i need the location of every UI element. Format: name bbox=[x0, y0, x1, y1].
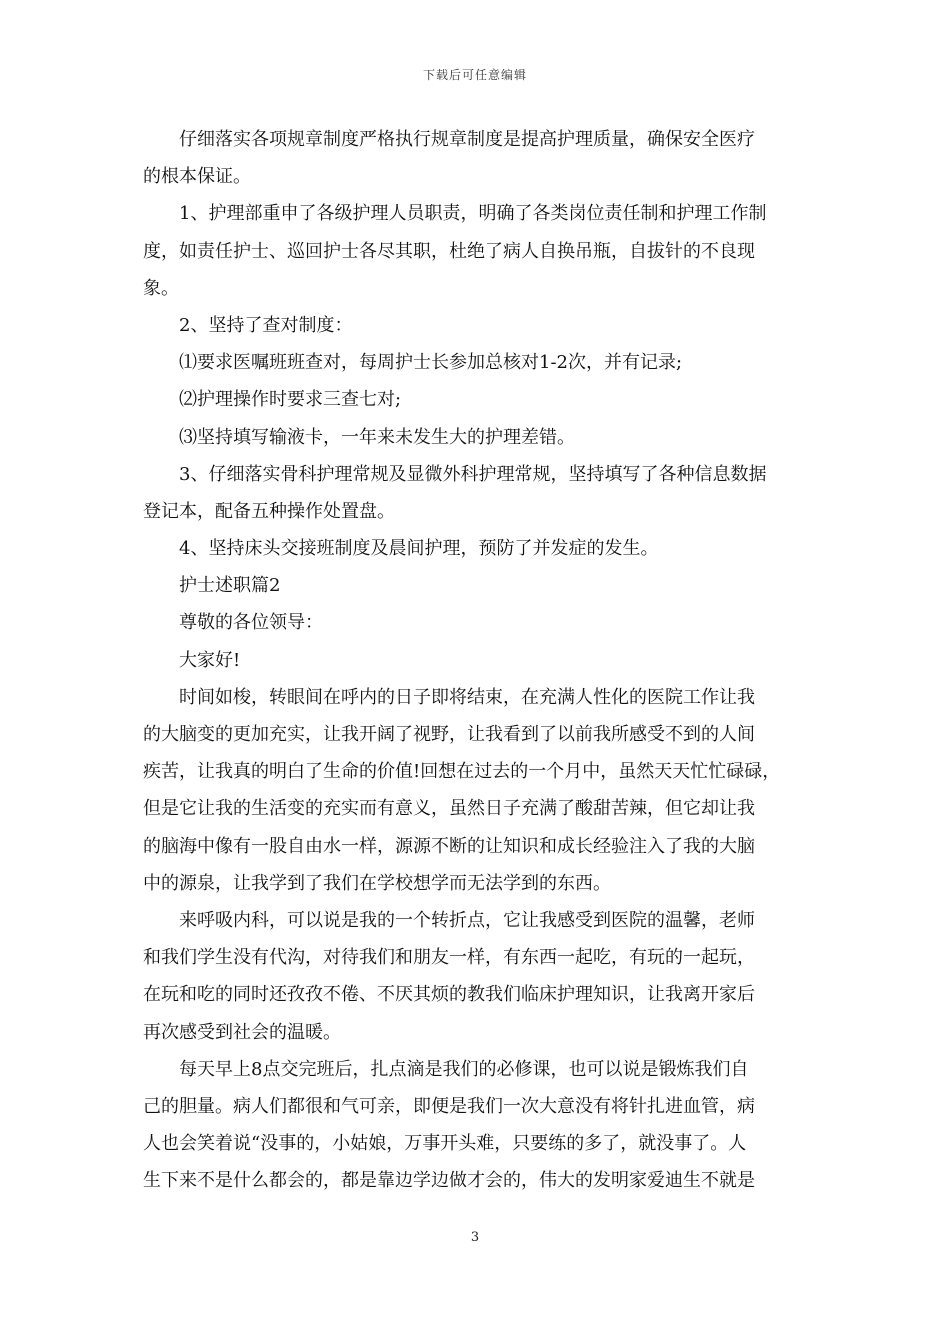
paragraph-line: 来呼吸内科，可以说是我的一个转折点，它让我感受到医院的温馨，老师 bbox=[179, 909, 755, 931]
paragraph-line: 时间如梭，转眼间在呼内的日子即将结束，在充满人性化的医院工作让我 bbox=[179, 686, 755, 708]
paragraph-line: 的脑海中像有一股自由水一样，源源不断的让知识和成长经验注入了我的大脑 bbox=[143, 835, 755, 857]
paragraph-line: 疾苦，让我真的明白了生命的价值!回想在过去的一个月中，虽然天天忙忙碌碌， bbox=[143, 761, 781, 783]
paragraph-line: 3、仔细落实骨科护理常规及显微外科护理常规，坚持填写了各种信息数据 bbox=[179, 463, 767, 485]
paragraph-line: 生下来不是什么都会的，都是靠边学边做才会的，伟大的发明家爱迪生不就是 bbox=[143, 1170, 755, 1192]
paragraph-line: 但是它让我的生活变的充实而有意义，虽然日子充满了酸甜苦辣，但它却让我 bbox=[143, 798, 755, 820]
paragraph-line: 的根本保证。 bbox=[143, 166, 251, 188]
paragraph-line: 在玩和吃的同时还孜孜不倦、不厌其烦的教我们临床护理知识，让我离开家后 bbox=[143, 984, 755, 1006]
paragraph-line: 每天早上8点交完班后，扎点滴是我们的必修课，也可以说是锻炼我们自 bbox=[179, 1058, 749, 1080]
page-number: 3 bbox=[470, 1230, 480, 1245]
paragraph-line: 2、坚持了查对制度： bbox=[179, 314, 353, 336]
paragraph-line: 度，如责任护士、巡回护士各尽其职，杜绝了病人自换吊瓶，自拔针的不良现 bbox=[143, 240, 755, 262]
greeting: 大家好! bbox=[179, 649, 241, 671]
paragraph-line: ⑶坚持填写输液卡，一年来未发生大的护理差错。 bbox=[179, 426, 575, 448]
paragraph-line: 人也会笑着说“没事的，小姑娘，万事开头难，只要练的多了，就没事了。人 bbox=[143, 1133, 747, 1155]
page-header: 下载后可任意编辑 bbox=[422, 68, 527, 82]
paragraph-line: 再次感受到社会的温暖。 bbox=[143, 1021, 341, 1043]
paragraph-line: 象。 bbox=[143, 277, 179, 299]
paragraph-line: ⑴要求医嘱班班查对，每周护士长参加总核对1-2次，并有记录; bbox=[179, 352, 683, 374]
paragraph-line: 的大脑变的更加充实，让我开阔了视野，让我看到了以前我所感受不到的人间 bbox=[143, 724, 755, 745]
paragraph-line: 中的源泉，让我学到了我们在学校想学而无法学到的东西。 bbox=[143, 872, 611, 894]
paragraph-line: 4、坚持床头交接班制度及晨间护理，预防了并发症的发生。 bbox=[179, 538, 659, 560]
paragraph-line: 和我们学生没有代沟，对待我们和朋友一样，有东西一起吃，有玩的一起玩， bbox=[143, 947, 755, 969]
paragraph-line: 己的胆量。病人们都很和气可亲，即便是我们一次大意没有将针扎进血管，病 bbox=[143, 1095, 755, 1117]
document-body bbox=[143, 121, 808, 1199]
paragraph-line: 登记本，配备五种操作处置盘。 bbox=[143, 500, 395, 522]
salutation: 尊敬的各位领导： bbox=[179, 612, 323, 634]
paragraph-line: 仔细落实各项规章制度严格执行规章制度是提高护理质量，确保安全医疗 bbox=[179, 129, 755, 150]
section-heading: 护士述职篇2 bbox=[179, 575, 281, 597]
paragraph-line: 1、护理部重申了各级护理人员职责，明确了各类岗位责任制和护理工作制 bbox=[179, 203, 767, 225]
paragraph-line: ⑵护理操作时要求三查七对; bbox=[179, 389, 402, 411]
